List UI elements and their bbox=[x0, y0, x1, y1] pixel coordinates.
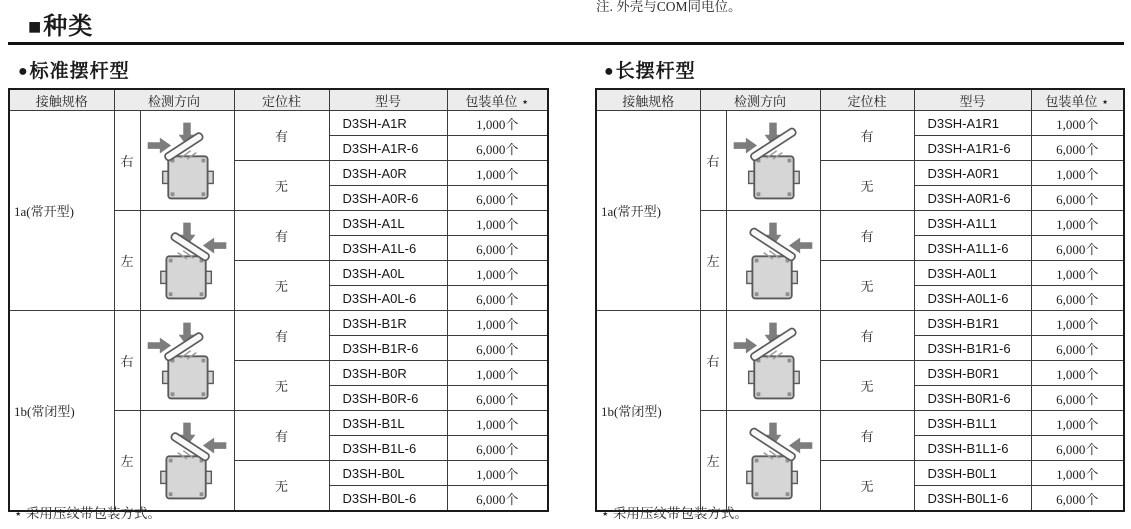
packing-unit-cell: 6,000个 bbox=[1031, 136, 1124, 161]
model-cell: D3SH-B1R1 bbox=[914, 311, 1031, 336]
switch-actuation-left-icon bbox=[729, 216, 817, 306]
direction-illustration-cell bbox=[726, 411, 820, 512]
section-title-long-lever bbox=[604, 56, 696, 83]
positioning-post-cell: 无 bbox=[820, 461, 914, 512]
switch-body bbox=[752, 456, 791, 498]
packing-unit-cell: 1,000个 bbox=[1031, 311, 1124, 336]
switch-actuation-right-icon bbox=[143, 316, 231, 406]
packing-unit-cell: 1,000个 bbox=[1031, 211, 1124, 236]
positioning-post-cell: 无 bbox=[234, 361, 329, 411]
positioning-post-cell: 无 bbox=[820, 361, 914, 411]
col-header-packing-unit: 包装单位 ⋆ bbox=[1031, 89, 1124, 111]
switch-body bbox=[754, 156, 793, 198]
packaging-footnote: ⋆ 采用压纹带包装方式。 bbox=[601, 506, 748, 521]
model-cell: D3SH-B0R1-6 bbox=[914, 386, 1031, 411]
switch-actuation-right-icon bbox=[729, 316, 817, 406]
model-cell: D3SH-A1R-6 bbox=[329, 136, 447, 161]
packing-unit-cell: 1,000个 bbox=[1031, 261, 1124, 286]
model-cell: D3SH-B0R-6 bbox=[329, 386, 447, 411]
side-arrow-icon bbox=[203, 437, 226, 453]
packing-unit-cell: 6,000个 bbox=[1031, 236, 1124, 261]
switch-actuation-left-icon bbox=[729, 416, 817, 506]
packing-unit-cell: 1,000个 bbox=[447, 261, 548, 286]
contact-spec-cell: 1b(常闭型) bbox=[9, 311, 114, 512]
packing-unit-cell: 6,000个 bbox=[447, 436, 548, 461]
positioning-post-cell: 有 bbox=[234, 411, 329, 461]
packing-unit-cell: 6,000个 bbox=[447, 186, 548, 211]
positioning-post-cell: 有 bbox=[234, 311, 329, 361]
positioning-post-cell: 无 bbox=[234, 161, 329, 211]
model-cell: D3SH-A0L1 bbox=[914, 261, 1031, 286]
direction-label-cell: 右 bbox=[700, 311, 726, 411]
model-cell: D3SH-A0R bbox=[329, 161, 447, 186]
packing-unit-cell: 6,000个 bbox=[447, 236, 548, 261]
model-cell: D3SH-A1R bbox=[329, 111, 447, 136]
model-cell: D3SH-B0R1 bbox=[914, 361, 1031, 386]
col-header-model: 型号 bbox=[329, 89, 447, 111]
direction-label-cell: 右 bbox=[114, 311, 140, 411]
model-cell: D3SH-A1L bbox=[329, 211, 447, 236]
direction-label-cell: 左 bbox=[700, 211, 726, 311]
standard-lever-table-container bbox=[8, 88, 549, 512]
positioning-post-cell: 有 bbox=[820, 211, 914, 261]
direction-illustration-cell bbox=[726, 311, 820, 411]
model-cell: D3SH-B1L1-6 bbox=[914, 436, 1031, 461]
packing-unit-cell: 6,000个 bbox=[1031, 286, 1124, 311]
model-cell: D3SH-B1L1 bbox=[914, 411, 1031, 436]
switch-actuation-left-icon bbox=[143, 216, 231, 306]
positioning-post-cell: 有 bbox=[234, 111, 329, 161]
model-cell: D3SH-B0R bbox=[329, 361, 447, 386]
packing-unit-cell: 6,000个 bbox=[1031, 186, 1124, 211]
model-cell: D3SH-B1R-6 bbox=[329, 336, 447, 361]
model-cell: D3SH-B0L bbox=[329, 461, 447, 486]
packing-unit-cell: 6,000个 bbox=[447, 136, 548, 161]
packing-unit-cell: 1,000个 bbox=[447, 361, 548, 386]
table-row bbox=[596, 111, 1124, 136]
side-arrow-icon bbox=[789, 437, 812, 453]
positioning-post-cell: 无 bbox=[234, 461, 329, 512]
contact-spec-cell: 1b(常闭型) bbox=[596, 311, 700, 512]
packing-unit-cell: 1,000个 bbox=[447, 461, 548, 486]
direction-illustration-cell bbox=[140, 311, 234, 411]
side-arrow-icon bbox=[734, 337, 757, 353]
bullet-circle-icon: ● bbox=[18, 63, 29, 80]
model-cell: D3SH-B1R1-6 bbox=[914, 336, 1031, 361]
switch-actuation-right-icon bbox=[729, 116, 817, 206]
section-title-standard-lever bbox=[18, 56, 130, 83]
bullet-circle-icon: ● bbox=[604, 63, 615, 80]
direction-label-cell: 左 bbox=[114, 211, 140, 311]
long-lever-table bbox=[595, 88, 1125, 512]
side-arrow-icon bbox=[148, 337, 171, 353]
packing-unit-cell: 6,000个 bbox=[1031, 386, 1124, 411]
positioning-post-cell: 有 bbox=[820, 411, 914, 461]
positioning-post-cell: 有 bbox=[820, 111, 914, 161]
direction-label-cell: 右 bbox=[700, 111, 726, 211]
switch-actuation-right-icon bbox=[143, 116, 231, 206]
packing-unit-cell: 6,000个 bbox=[447, 336, 548, 361]
side-arrow-icon bbox=[734, 137, 757, 153]
model-cell: D3SH-B0L1-6 bbox=[914, 486, 1031, 512]
switch-body bbox=[752, 256, 791, 298]
contact-spec-cell: 1a(常开型) bbox=[9, 111, 114, 311]
model-cell: D3SH-B1L bbox=[329, 411, 447, 436]
col-header-detection-direction: 检测方向 bbox=[114, 89, 234, 111]
model-cell: D3SH-A0R1 bbox=[914, 161, 1031, 186]
col-header-positioning-post: 定位柱 bbox=[820, 89, 914, 111]
col-header-positioning-post: 定位柱 bbox=[234, 89, 329, 111]
col-header-contact-spec: 接触规格 bbox=[9, 89, 114, 111]
table-row bbox=[596, 311, 1124, 336]
model-cell: D3SH-A0L bbox=[329, 261, 447, 286]
section-divider-rule bbox=[8, 42, 1124, 45]
direction-illustration-cell bbox=[726, 211, 820, 311]
switch-body bbox=[166, 456, 205, 498]
packaging-footnote: ⋆ 采用压纹带包装方式。 bbox=[14, 506, 161, 521]
side-arrow-icon bbox=[203, 237, 226, 253]
positioning-post-cell: 有 bbox=[234, 211, 329, 261]
standard-lever-table bbox=[8, 88, 549, 512]
black-square-icon: ■ bbox=[28, 14, 43, 39]
housing-potential-note: 注. 外壳与COM同电位。 bbox=[596, 0, 742, 14]
packing-unit-cell: 1,000个 bbox=[447, 411, 548, 436]
direction-illustration-cell bbox=[726, 111, 820, 211]
packing-unit-cell: 1,000个 bbox=[1031, 111, 1124, 136]
switch-body bbox=[754, 356, 793, 398]
switch-body bbox=[166, 256, 205, 298]
packing-unit-cell: 6,000个 bbox=[447, 386, 548, 411]
packing-unit-cell: 6,000个 bbox=[1031, 436, 1124, 461]
model-cell: D3SH-A0L1-6 bbox=[914, 286, 1031, 311]
packing-unit-cell: 1,000个 bbox=[1031, 361, 1124, 386]
section-title-text: 标准摆杆型 bbox=[29, 61, 130, 82]
model-cell: D3SH-A1L-6 bbox=[329, 236, 447, 261]
model-cell: D3SH-B1L-6 bbox=[329, 436, 447, 461]
packing-unit-cell: 1,000个 bbox=[447, 211, 548, 236]
model-cell: D3SH-A1R1-6 bbox=[914, 136, 1031, 161]
col-header-detection-direction: 检测方向 bbox=[700, 89, 820, 111]
direction-label-cell: 右 bbox=[114, 111, 140, 211]
side-arrow-icon bbox=[148, 137, 171, 153]
positioning-post-cell: 有 bbox=[820, 311, 914, 361]
packing-unit-cell: 6,000个 bbox=[447, 286, 548, 311]
page-title bbox=[28, 6, 93, 41]
contact-spec-cell: 1a(常开型) bbox=[596, 111, 700, 311]
packing-unit-cell: 6,000个 bbox=[1031, 336, 1124, 361]
direction-illustration-cell bbox=[140, 411, 234, 512]
direction-label-cell: 左 bbox=[114, 411, 140, 512]
model-cell: D3SH-A1R1 bbox=[914, 111, 1031, 136]
table-row bbox=[9, 311, 548, 336]
model-cell: D3SH-B1R bbox=[329, 311, 447, 336]
direction-illustration-cell bbox=[140, 211, 234, 311]
packing-unit-cell: 1,000个 bbox=[447, 161, 548, 186]
packing-unit-cell: 6,000个 bbox=[1031, 486, 1124, 512]
packing-unit-cell: 1,000个 bbox=[447, 111, 548, 136]
packing-unit-cell: 1,000个 bbox=[1031, 161, 1124, 186]
positioning-post-cell: 无 bbox=[820, 161, 914, 211]
section-title-text: 长摆杆型 bbox=[615, 61, 696, 82]
switch-actuation-left-icon bbox=[143, 416, 231, 506]
col-header-contact-spec: 接触规格 bbox=[596, 89, 700, 111]
model-cell: D3SH-A1L1-6 bbox=[914, 236, 1031, 261]
switch-body bbox=[168, 356, 207, 398]
model-cell: D3SH-A1L1 bbox=[914, 211, 1031, 236]
packing-unit-cell: 6,000个 bbox=[447, 486, 548, 512]
table-row bbox=[9, 111, 548, 136]
packing-unit-cell: 1,000个 bbox=[447, 311, 548, 336]
long-lever-table-container bbox=[595, 88, 1125, 512]
col-header-model: 型号 bbox=[914, 89, 1031, 111]
packing-unit-cell: 1,000个 bbox=[1031, 411, 1124, 436]
side-arrow-icon bbox=[789, 237, 812, 253]
col-header-packing-unit: 包装单位 ⋆ bbox=[447, 89, 548, 111]
model-cell: D3SH-A0L-6 bbox=[329, 286, 447, 311]
positioning-post-cell: 无 bbox=[234, 261, 329, 311]
packing-unit-cell: 1,000个 bbox=[1031, 461, 1124, 486]
switch-body bbox=[168, 156, 207, 198]
model-cell: D3SH-A0R-6 bbox=[329, 186, 447, 211]
page-title-text: 种类 bbox=[43, 13, 94, 40]
direction-illustration-cell bbox=[140, 111, 234, 211]
positioning-post-cell: 无 bbox=[820, 261, 914, 311]
model-cell: D3SH-B0L1 bbox=[914, 461, 1031, 486]
model-cell: D3SH-A0R1-6 bbox=[914, 186, 1031, 211]
direction-label-cell: 左 bbox=[700, 411, 726, 512]
model-cell: D3SH-B0L-6 bbox=[329, 486, 447, 512]
